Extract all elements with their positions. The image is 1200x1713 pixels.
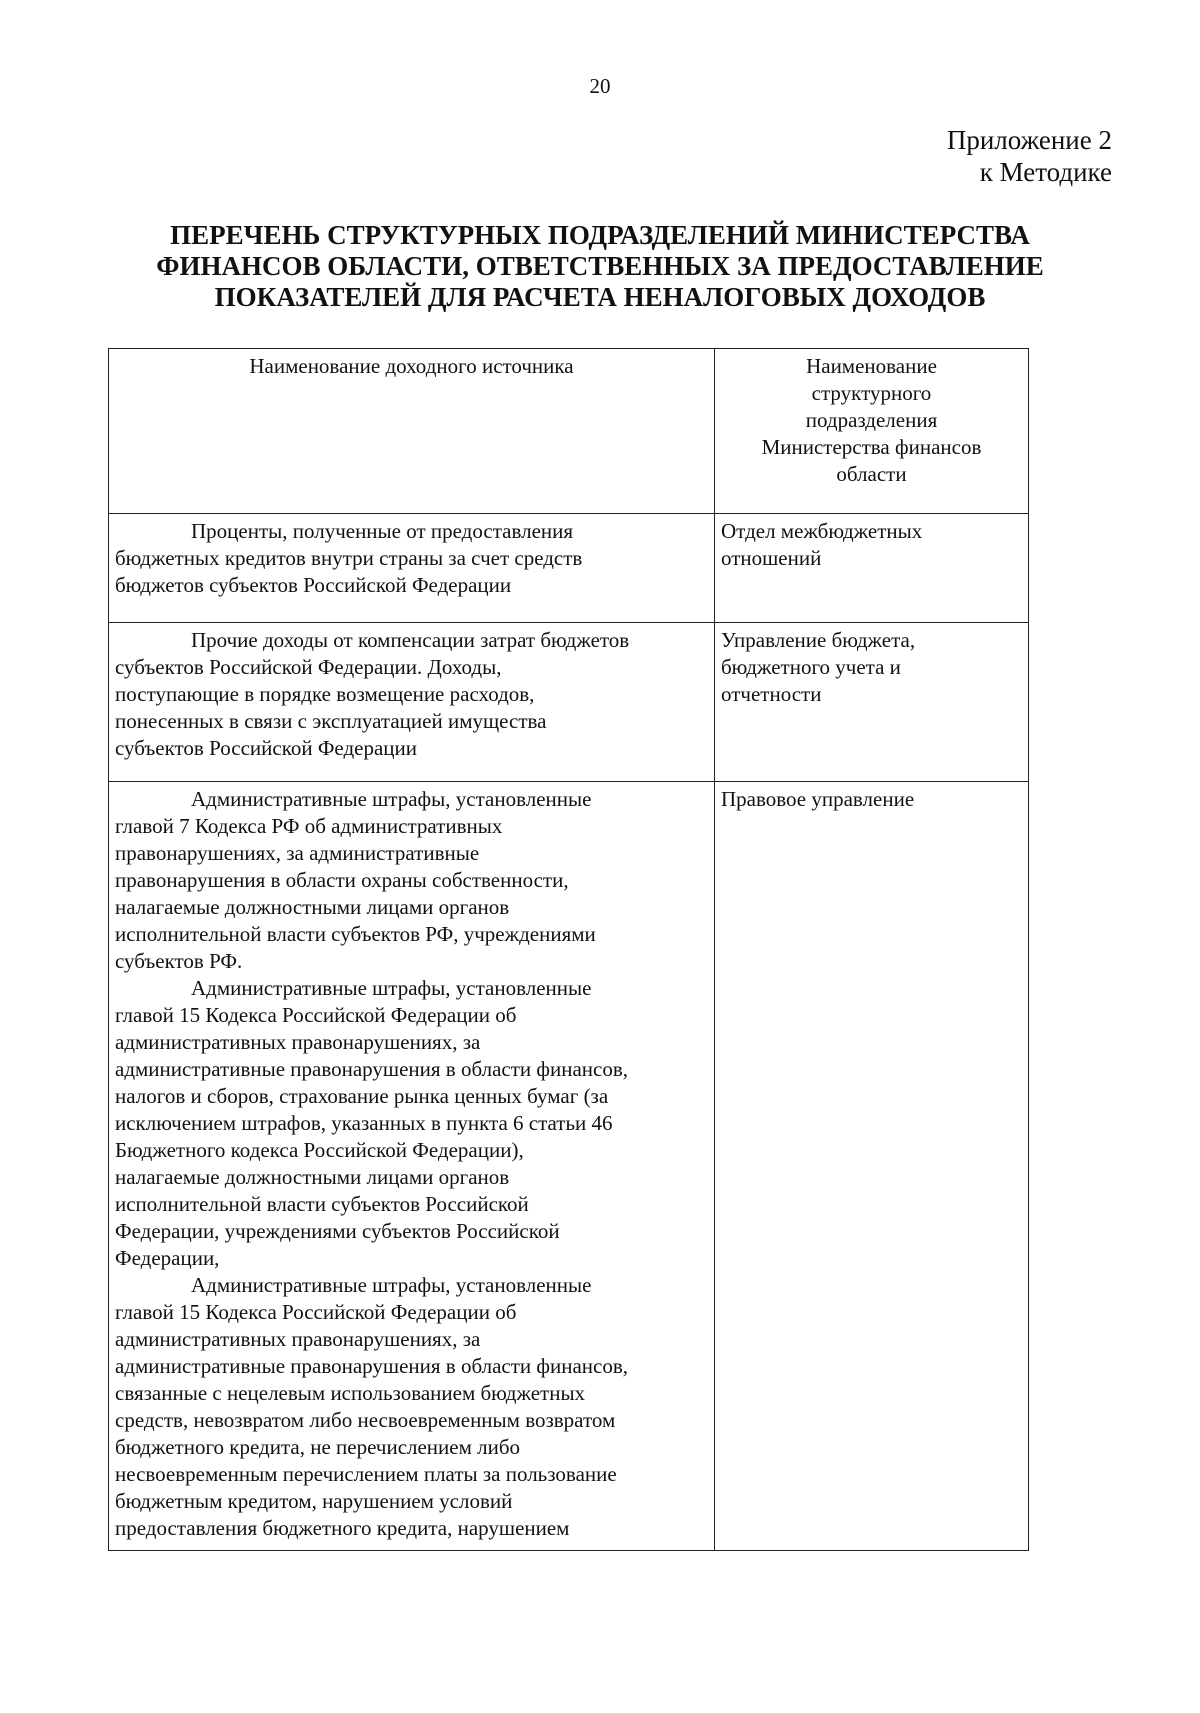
text-line: административные правонарушения в области финансов, (115, 1057, 629, 1081)
text-line: Федерации, учреждениями субъектов Российской (115, 1219, 560, 1243)
text-line: Проценты, полученные от предоставления (191, 519, 574, 543)
document-title (100, 220, 1100, 313)
text-line: исполнительной власти субъектов Российской (115, 1192, 529, 1216)
text-line: административных правонарушениях, за (115, 1327, 481, 1351)
header-income-source: Наименование доходного источника (109, 349, 715, 514)
text-line: бюджетных кредитов внутри страны за счет средств (115, 546, 583, 570)
text-line: Административные штрафы, установленные (191, 787, 592, 811)
text-line: субъектов Российской Федерации (115, 736, 418, 760)
text-line: Федерации, (115, 1246, 220, 1270)
department-cell (715, 514, 1029, 623)
income-source-cell (109, 623, 715, 782)
text-line: Бюджетного кодекса Российской Федерации), (115, 1138, 524, 1162)
text-line: правонарушениях, за административные (115, 841, 480, 865)
income-source-cell (109, 782, 715, 1551)
text-line: бюджетного учета и (721, 655, 901, 679)
income-source-cell (109, 514, 715, 623)
title-line-2: ФИНАНСОВ ОБЛАСТИ, ОТВЕТСТВЕННЫХ ЗА ПРЕДОСТАВЛЕНИЕ (156, 251, 1044, 281)
responsibility-table (108, 348, 1029, 1551)
text-line: понесенных в связи с эксплуатацией имущества (115, 709, 547, 733)
text-line: бюджетным кредитом, нарушением условий (115, 1489, 513, 1513)
text-line: исполнительной власти субъектов РФ, учреждениями (115, 922, 596, 946)
text-line: субъектов РФ. (115, 949, 243, 973)
text-line: главой 7 Кодекса РФ об административных (115, 814, 503, 838)
text-line: связанные с нецелевым использованием бюджетных (115, 1381, 586, 1405)
text-line: правонарушения в области охраны собственности, (115, 868, 569, 892)
text-line: исключением штрафов, указанных в пункта 6 статьи 46 (115, 1111, 613, 1135)
table-row (109, 623, 1029, 782)
text-line: несвоевременным перечислением платы за пользование (115, 1462, 617, 1486)
table-row (109, 782, 1029, 1551)
header-department-line: Министерства финансов (761, 435, 982, 459)
title-line-3: ПОКАЗАТЕЛЕЙ ДЛЯ РАСЧЕТА НЕНАЛОГОВЫХ ДОХОДОВ (214, 282, 986, 312)
text-line: средств, невозвратом либо несвоевременным возвратом (115, 1408, 616, 1432)
text-line: бюджетного кредита, не перечислением либо (115, 1435, 521, 1459)
appendix-reference (947, 124, 1112, 188)
header-department-line: области (836, 462, 907, 486)
appendix-line-1: Приложение 2 (946, 125, 1112, 155)
text-line: поступающие в порядке возмещение расходов, (115, 682, 535, 706)
text-line: отчетности (721, 682, 822, 706)
text-line: налогов и сборов, страхование рынка ценных бумаг (за (115, 1084, 609, 1108)
text-line: предоставления бюджетного кредита, нарушением (115, 1516, 570, 1540)
text-line: Административные штрафы, установленные (191, 1273, 592, 1297)
header-department (715, 349, 1029, 514)
text-line: Правовое управление (721, 787, 915, 811)
text-line: субъектов Российской Федерации. Доходы, (115, 655, 502, 679)
text-line: бюджетов субъектов Российской Федерации (115, 573, 512, 597)
text-line: Отдел межбюджетных (721, 519, 923, 543)
title-line-1: ПЕРЕЧЕНЬ СТРУКТУРНЫХ ПОДРАЗДЕЛЕНИЙ МИНИСТЕРСТВА (170, 220, 1030, 250)
text-line: Прочие доходы от компенсации затрат бюджетов (191, 628, 630, 652)
department-cell (715, 782, 1029, 1551)
text-line: административные правонарушения в области финансов, (115, 1354, 629, 1378)
header-department-line: Наименование (806, 354, 937, 378)
header-department-line: структурного (811, 381, 932, 405)
page-number: 20 (589, 74, 611, 98)
text-line: налагаемые должностными лицами органов (115, 1165, 510, 1189)
text-line: налагаемые должностными лицами органов (115, 895, 510, 919)
table-header-row (109, 349, 1029, 514)
header-department-line: подразделения (805, 408, 938, 432)
text-line: главой 15 Кодекса Российской Федерации об (115, 1300, 517, 1324)
text-line: главой 15 Кодекса Российской Федерации об (115, 1003, 517, 1027)
text-line: отношений (721, 546, 822, 570)
text-line: Административные штрафы, установленные (191, 976, 592, 1000)
department-cell (715, 623, 1029, 782)
appendix-line-2: к Методике (979, 157, 1112, 187)
table-row (109, 514, 1029, 623)
text-line: Управление бюджета, (721, 628, 916, 652)
text-line: административных правонарушениях, за (115, 1030, 481, 1054)
